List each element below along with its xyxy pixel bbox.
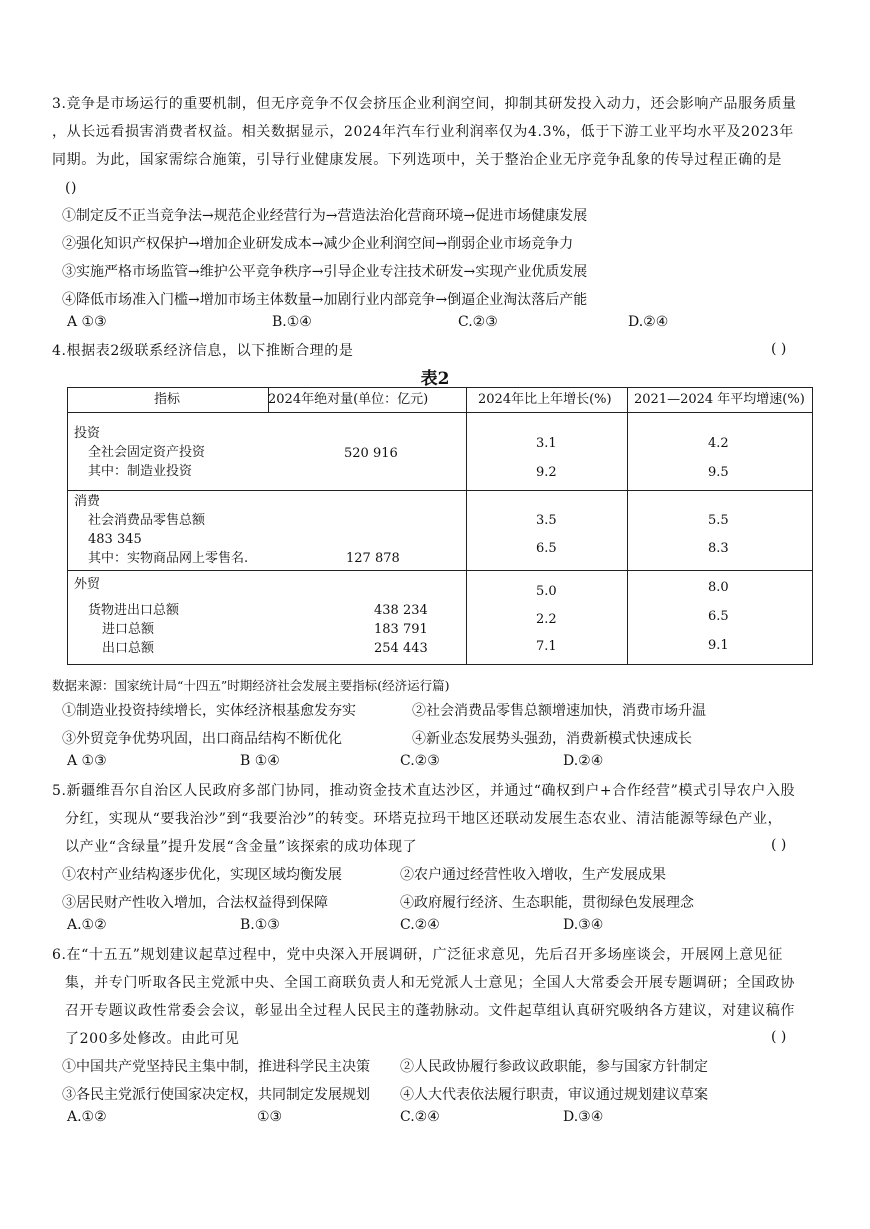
table-title: 表2 [420, 369, 450, 389]
q5-option-b[interactable]: B.①③ [240, 917, 280, 933]
q5-stem-line-3: 以产业“含绿量”提升发展“含金量”该探索的成功体现了 [65, 839, 418, 855]
consumption-avg-2: 8.3 [708, 541, 729, 556]
investment-label: 投资 [74, 426, 101, 441]
q4-answer-paren[interactable]: ( ) [771, 341, 787, 357]
investment-growth-2: 9.2 [536, 465, 557, 480]
consumption-growth-1: 3.5 [536, 513, 557, 528]
q6-item-2: ②人民政协履行参政议政职能，参与国家方针制定 [400, 1059, 708, 1075]
q5-option-c[interactable]: C.②④ [400, 917, 440, 933]
consumption-growth-2: 6.5 [536, 541, 557, 556]
investment-avg-1: 4.2 [708, 436, 729, 451]
trade-avg-2: 6.5 [708, 609, 729, 624]
trade-avg-3: 9.1 [708, 638, 729, 653]
q4-option-b[interactable]: B ①④ [240, 753, 280, 769]
table-rule-1 [68, 490, 812, 491]
table-divider-col2 [466, 388, 467, 664]
investment-growth-1: 3.1 [536, 436, 557, 451]
trade-growth-3: 7.1 [536, 639, 557, 654]
table-rule-2 [68, 570, 812, 571]
q4-item-3: ③外贸竞争优势巩固，出口商品结构不断优化 [62, 731, 342, 747]
table-header-rule [68, 412, 812, 413]
consumption-row-2-name: 其中：实物商品网上零售名. [88, 551, 249, 566]
investment-row-2-name: 其中：制造业投资 [88, 464, 193, 479]
q5-stem-line-1: 5.新疆维吾尔自治区人民政府多部门协同，推动资金技术直达沙区，并通过“确权到户+合作经营”模式引导农户入股 [52, 783, 796, 799]
q3-item-2: ②强化知识产权保护→增加企业研发成本→减少企业利润空间→削弱企业市场竞争力 [62, 236, 574, 252]
q3-option-c[interactable]: C.②③ [458, 314, 498, 330]
q6-answer-paren[interactable]: ( ) [771, 1029, 787, 1045]
q6-item-1: ①中国共产党坚持民主集中制，推进科学民主决策 [62, 1059, 370, 1075]
q4-option-c[interactable]: C.②③ [400, 753, 440, 769]
q5-item-2: ②农户通过经营性收入增收，生产发展成果 [400, 867, 666, 883]
table-source: 数据来源：国家统计局“十四五”时期经济社会发展主要指标(经济运行篇) [52, 678, 450, 693]
trade-row-1-value: 438 234 [374, 603, 428, 618]
trade-growth-2: 2.2 [536, 612, 557, 627]
q3-stem-line-4: () [65, 180, 78, 196]
q6-option-b[interactable]: ①③ [257, 1109, 283, 1125]
q5-item-4: ④政府履行经济、生态职能，贯彻绿色发展理念 [400, 895, 694, 911]
investment-row-1-value: 520 916 [344, 446, 398, 461]
header-indicator: 指标 [154, 392, 181, 407]
q3-option-a[interactable]: A ①③ [67, 314, 107, 330]
q5-option-d[interactable]: D.③④ [563, 917, 604, 933]
consumption-row-1-name: 社会消费品零售总额 [88, 513, 206, 528]
investment-row-1-name: 全社会固定资产投资 [88, 445, 206, 460]
header-absolute: 2024年绝对量(单位：亿元) [268, 392, 429, 407]
consumption-row-1-value: 483 345 [88, 532, 142, 547]
q3-option-d[interactable]: D.②④ [628, 314, 669, 330]
q3-item-3: ③实施严格市场监管→维护公平竞争秩序→引导企业专注技术研发→实现产业优质发展 [62, 264, 588, 280]
q4-item-2: ②社会消费品零售总额增速加快，消费市场升温 [412, 703, 706, 719]
consumption-row-2-value: 127 878 [346, 551, 400, 566]
q6-stem-line-4: 了200多处修改。由此可见 [65, 1031, 240, 1047]
consumption-label: 消费 [74, 494, 101, 509]
q4-item-4: ④新业态发展势头强劲，消费新模式快速成长 [412, 731, 692, 747]
header-growth: 2024年比上年增长(%) [478, 392, 612, 407]
trade-row-3-value: 254 443 [374, 641, 428, 656]
table-divider-col3 [627, 388, 628, 664]
q5-answer-paren[interactable]: ( ) [771, 837, 787, 853]
trade-row-1-name: 货物进出口总额 [88, 603, 180, 618]
q3-item-1: ①制定反不正当竞争法→规范企业经营行为→营造法治化营商环境→促进市场健康发展 [62, 208, 588, 224]
q4-stem: 4.根据表2级联系经济信息，以下推断合理的是 [52, 343, 354, 359]
trade-growth-1: 5.0 [536, 584, 557, 599]
trade-avg-1: 8.0 [708, 580, 729, 595]
q3-stem-line-1: 3.竞争是市场运行的重要机制，但无序竞争不仅会挤压企业利润空间，抑制其研发投入动力，还会影响产品服务质量 [52, 96, 797, 112]
q6-option-d[interactable]: D.③④ [563, 1109, 604, 1125]
q3-stem-line-2: ，从长远看损害消费者权益。相关数据显示，2024年汽车行业利润率仅为4.3%，低于下游工业平均水平及2023年 [52, 124, 794, 140]
q4-item-1: ①制造业投资持续增长，实体经济根基愈发夯实 [62, 703, 356, 719]
header-avg: 2021—2024 年平均增速(%) [634, 392, 805, 407]
trade-label: 外贸 [74, 577, 101, 592]
q4-option-d[interactable]: D.②④ [563, 753, 604, 769]
q6-item-3: ③各民主党派行使国家决定权，共同制定发展规划 [62, 1087, 370, 1103]
q6-option-c[interactable]: C.②④ [400, 1109, 440, 1125]
q3-stem-line-3: 同期。为此，国家需综合施策，引导行业健康发展。下列选项中，关于整治企业无序竞争乱象的传导过程正确的是 [52, 152, 782, 168]
q6-stem-line-2: 集，并专门听取各民主党派中央、全国工商联负责人和无党派人士意见；全国人大常委会开展专题调研；全国政协 [65, 975, 795, 991]
q5-stem-line-2: 分红，实现从“要我治沙”到“我要治沙”的转变。环塔克拉玛干地区还联动发展生态农业、清洁能源等绿色产业， [65, 811, 783, 827]
q5-item-1: ①农村产业结构逐步优化，实现区域均衡发展 [62, 867, 342, 883]
q5-item-3: ③居民财产性收入增加，合法权益得到保障 [62, 895, 328, 911]
q6-stem-line-3: 召开专题议政性常委会会议，彰显出全过程人民民主的蓬勃脉动。文件起草组认真研究吸纳各方建议，对建议稿作 [65, 1003, 795, 1019]
data-table [67, 387, 813, 665]
q6-item-4: ④人大代表依法履行职责，审议通过规划建议草案 [400, 1087, 708, 1103]
q6-stem-line-1: 6.在“十五五”规划建议起草过程中，党中央深入开展调研，广泛征求意见，先后召开多场座谈会，开展网上意见征 [52, 947, 783, 963]
consumption-avg-1: 5.5 [708, 513, 729, 528]
trade-row-2-name: 进口总额 [102, 622, 155, 637]
q4-option-a[interactable]: A ①③ [67, 753, 107, 769]
investment-avg-2: 9.5 [708, 465, 729, 480]
trade-row-2-value: 183 791 [374, 622, 428, 637]
q3-item-4: ④降低市场准入门槛→增加市场主体数量→加剧行业内部竞争→倒逼企业淘汰落后产能 [62, 292, 588, 308]
q5-option-a[interactable]: A.①② [67, 917, 107, 933]
q6-option-a[interactable]: A.①② [67, 1109, 107, 1125]
trade-row-3-name: 出口总额 [102, 641, 155, 656]
q3-option-b[interactable]: B.①④ [272, 314, 312, 330]
